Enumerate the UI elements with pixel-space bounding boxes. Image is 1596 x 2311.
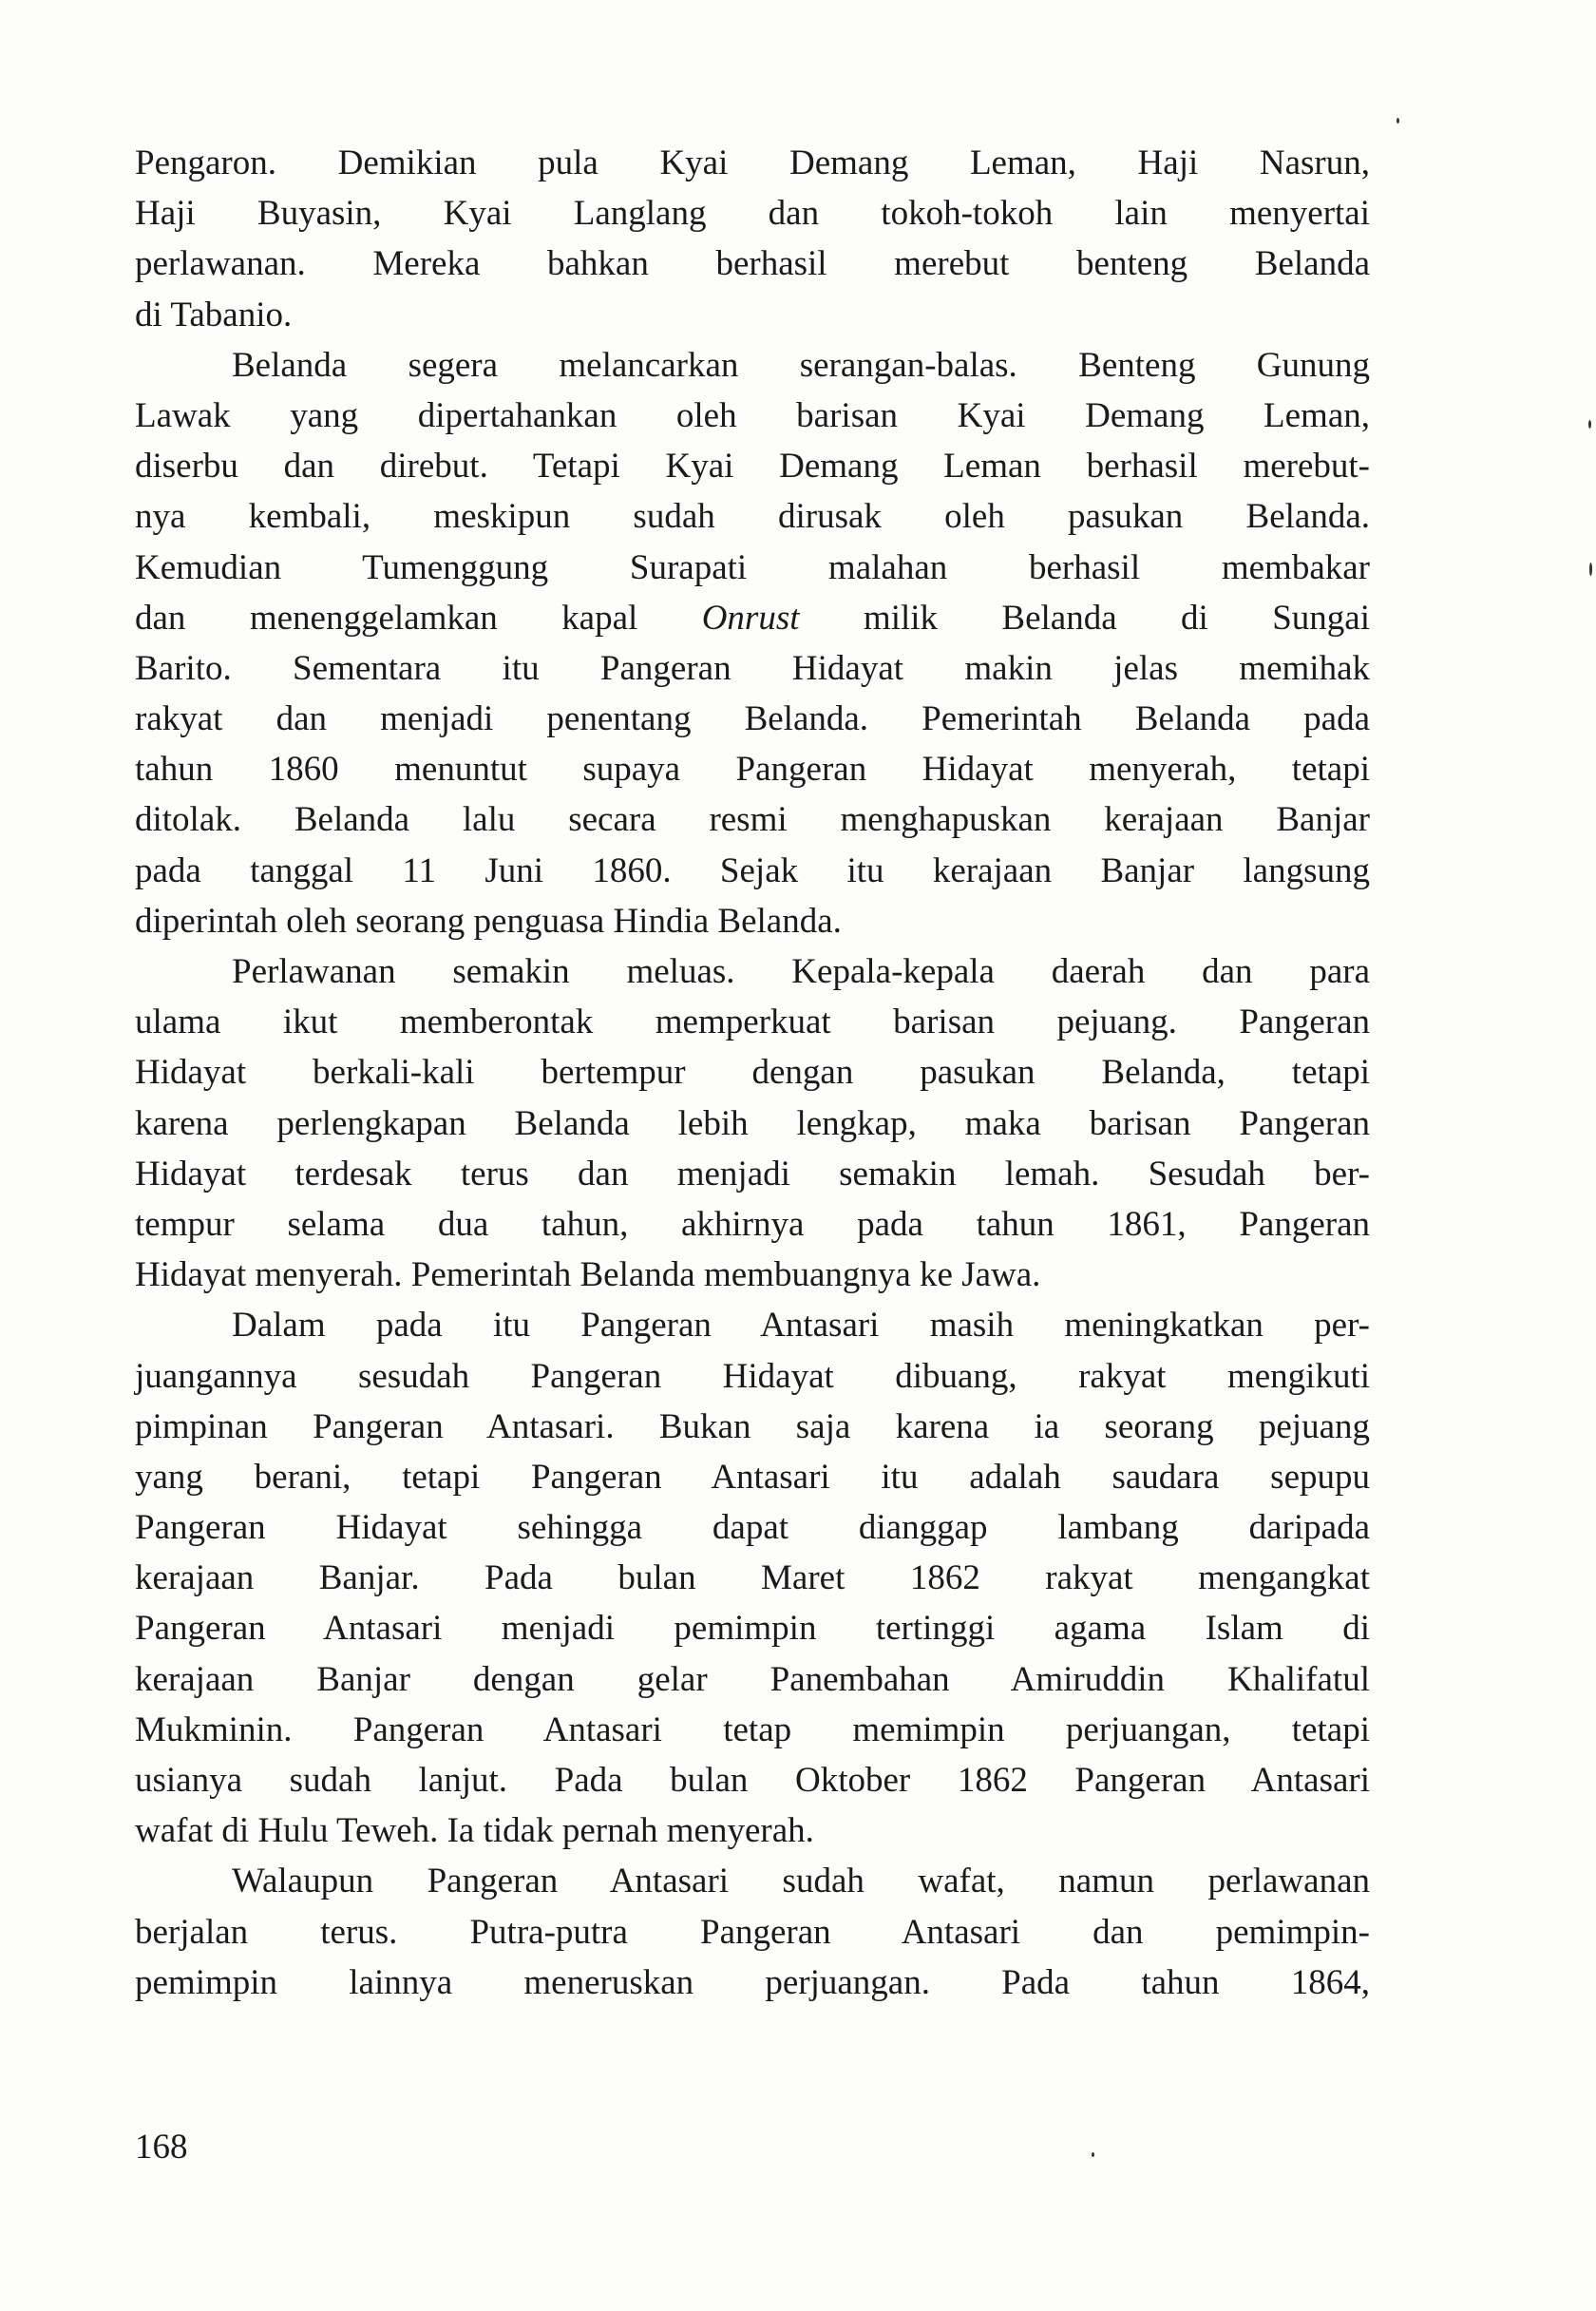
ship-name-italic: Onrust bbox=[701, 598, 800, 638]
text-line: Lawak yang dipertahankan oleh barisan Kyai Demang Leman, bbox=[135, 395, 1370, 435]
text-line: karena perlengkapan Belanda lebih lengkap, maka barisan Pangeran bbox=[135, 1103, 1370, 1143]
scan-speck bbox=[1589, 563, 1592, 576]
text-line: Belanda segera melancarkan serangan-balas. Benteng Gunung bbox=[232, 345, 1370, 385]
page-number: 168 bbox=[135, 2128, 188, 2167]
text-line: Pangeran Antasari menjadi pemimpin tertinggi agama Islam di bbox=[135, 1609, 1370, 1649]
text-line: nya kembali, meskipun sudah dirusak oleh pasukan Belanda. bbox=[135, 497, 1370, 537]
text-line: Hidayat menyerah. Pemerintah Belanda membuangnya ke Jawa. bbox=[135, 1255, 1041, 1295]
text-line: ditolak. Belanda lalu secara resmi menghapuskan kerajaan Banjar bbox=[135, 800, 1370, 840]
text-line: Mukminin. Pangeran Antasari tetap memimpin perjuangan, tetapi bbox=[135, 1709, 1370, 1749]
body-text bbox=[135, 138, 1370, 2008]
text-segment: milik Belanda di Sungai bbox=[799, 598, 1371, 638]
text-line: ulama ikut memberontak memperkuat barisan pejuang. Pangeran bbox=[135, 1003, 1370, 1042]
text-line: pemimpin lainnya meneruskan perjuangan. Pada tahun 1864, bbox=[135, 1962, 1370, 2002]
text-line: pimpinan Pangeran Antasari. Bukan saja karena ia seorang pejuang bbox=[135, 1406, 1370, 1446]
text-line: tahun 1860 menuntut supaya Pangeran Hidayat menyerah, tetapi bbox=[135, 750, 1370, 790]
text-line: kerajaan Banjar. Pada bulan Maret 1862 rakyat mengangkat bbox=[135, 1558, 1370, 1598]
text-line: di Tabanio. bbox=[135, 295, 293, 334]
text-line: Pangeran Hidayat sehingga dapat dianggap lambang daripada bbox=[135, 1508, 1370, 1548]
text-line: rakyat dan menjadi penentang Belanda. Pemerintah Belanda pada bbox=[135, 699, 1370, 739]
text-line: Kemudian Tumenggung Surapati malahan berhasil membakar bbox=[135, 547, 1370, 587]
text-line: berjalan terus. Putra-putra Pangeran Antasari dan pemimpin- bbox=[135, 1912, 1370, 1952]
text-line: diserbu dan direbut. Tetapi Kyai Demang Leman berhasil merebut- bbox=[135, 447, 1370, 487]
paragraph bbox=[135, 340, 1370, 946]
text-line: juangannya sesudah Pangeran Hidayat dibuang, rakyat mengikuti bbox=[135, 1356, 1370, 1396]
text-line: Hidayat terdesak terus dan menjadi semakin lemah. Sesudah ber- bbox=[135, 1154, 1370, 1194]
scan-speck bbox=[1588, 420, 1591, 429]
scan-speck bbox=[1396, 118, 1399, 124]
text-line: perlawanan. Mereka bahkan berhasil merebut benteng Belanda bbox=[135, 244, 1370, 284]
text-line: Perlawanan semakin meluas. Kepala-kepala daerah dan para bbox=[232, 952, 1370, 991]
text-line: Dalam pada itu Pangeran Antasari masih meningkatkan per- bbox=[232, 1306, 1370, 1346]
text-line: kerajaan Banjar dengan gelar Panembahan Amiruddin Khalifatul bbox=[135, 1659, 1370, 1699]
text-line: Hidayat berkali-kali bertempur dengan pasukan Belanda, tetapi bbox=[135, 1053, 1370, 1093]
scan-speck bbox=[1092, 2152, 1094, 2157]
paragraph bbox=[135, 138, 1370, 340]
text-line: Pengaron. Demikian pula Kyai Demang Leman, Haji Nasrun, bbox=[135, 143, 1370, 182]
paragraph bbox=[135, 946, 1370, 1300]
text-line: Haji Buyasin, Kyai Langlang dan tokoh-tokoh lain menyertai bbox=[135, 194, 1370, 234]
text-line: diperintah oleh seorang penguasa Hindia Belanda. bbox=[135, 901, 842, 941]
text-line: Barito. Sementara itu Pangeran Hidayat makin jelas memihak bbox=[135, 648, 1370, 688]
text-segment: dan menenggelamkan kapal bbox=[135, 598, 702, 638]
text-line: usianya sudah lanjut. Pada bulan Oktober 1862 Pangeran Antasari bbox=[135, 1761, 1370, 1800]
text-line bbox=[135, 593, 1370, 643]
text-line: pada tanggal 11 Juni 1860. Sejak itu kerajaan Banjar langsung bbox=[135, 850, 1370, 890]
paragraph bbox=[135, 1856, 1370, 2008]
text-line: tempur selama dua tahun, akhirnya pada tahun 1861, Pangeran bbox=[135, 1204, 1370, 1244]
text-line: wafat di Hulu Teweh. Ia tidak pernah menyerah. bbox=[135, 1811, 814, 1851]
text-line: Walaupun Pangeran Antasari sudah wafat, namun perlawanan bbox=[232, 1862, 1370, 1901]
text-line: yang berani, tetapi Pangeran Antasari itu adalah saudara sepupu bbox=[135, 1457, 1370, 1497]
paragraph bbox=[135, 1300, 1370, 1856]
